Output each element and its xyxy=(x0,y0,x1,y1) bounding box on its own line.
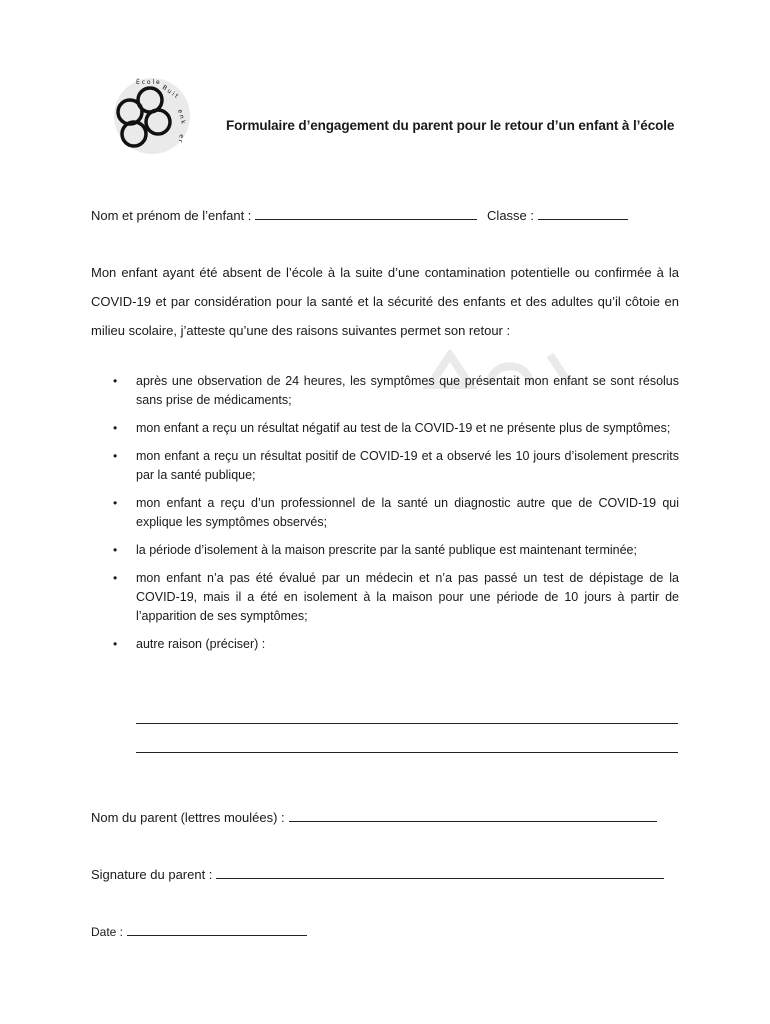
list-item xyxy=(113,541,679,560)
list-item xyxy=(113,635,679,654)
other-reason-line-2[interactable] xyxy=(136,752,678,753)
reason-text: mon enfant a reçu un résultat positif de COVID-19 et a observé les 10 jours d’isolement prescrits par la santé publique; xyxy=(136,449,679,482)
form-title: Formulaire d’engagement du parent pour le retour d’un enfant à l’école xyxy=(226,118,675,133)
parent-name-label: Nom du parent (lettres moulées) : xyxy=(91,810,285,825)
bullet-icon: • xyxy=(113,637,118,651)
bullet-icon: • xyxy=(113,543,118,557)
svg-text:É c o l e: É c o l e xyxy=(136,79,160,86)
bullet-icon: • xyxy=(113,374,118,388)
list-item xyxy=(113,419,679,438)
reason-text: mon enfant a reçu un résultat négatif au test de la COVID-19 et ne présente plus de symptômes; xyxy=(136,421,671,435)
list-item xyxy=(113,447,679,485)
reason-text: autre raison (préciser) : xyxy=(136,637,266,651)
date-label: Date : xyxy=(91,925,124,939)
signature-row xyxy=(91,866,664,882)
signature-label: Signature du parent : xyxy=(91,867,213,882)
bullet-icon: • xyxy=(113,421,118,435)
parent-name-field[interactable] xyxy=(289,809,657,822)
reason-text: mon enfant n’a pas été évalué par un médecin et n’a pas passé un test de dépistage de la COVID-19, mais il a été en isolement à la maison pour une période de 10 jours à partir de l’apparition de ses symptômes; xyxy=(136,571,679,623)
reason-text: après une observation de 24 heures, les symptômes que présentait mon enfant se sont résolus sans prise de médicaments; xyxy=(136,374,679,407)
svg-text:e n k: e n k xyxy=(176,108,187,125)
child-name-label: Nom et prénom de l’enfant : xyxy=(91,208,252,223)
bullet-icon: • xyxy=(113,571,118,585)
date-field[interactable] xyxy=(127,923,307,936)
reason-text: mon enfant a reçu d’un professionnel de la santé un diagnostic autre que de COVID-19 qui explique les symptômes observés; xyxy=(136,496,679,529)
signature-field[interactable] xyxy=(216,866,664,879)
other-reason-line-1[interactable] xyxy=(136,723,678,724)
bullet-icon: • xyxy=(113,449,118,463)
list-item xyxy=(113,372,679,410)
school-logo xyxy=(100,72,196,158)
intro-paragraph xyxy=(91,258,679,345)
reason-text: la période d’isolement à la maison prescrite par la santé publique est maintenant terminée; xyxy=(136,543,637,557)
date-row xyxy=(91,923,307,939)
child-info-row xyxy=(91,207,628,223)
bullet-icon: • xyxy=(113,496,118,510)
child-name-field[interactable] xyxy=(255,207,477,220)
class-label: Classe : xyxy=(487,208,535,223)
list-item xyxy=(113,494,679,532)
svg-text:B u i t: B u i t xyxy=(160,83,180,100)
class-field[interactable] xyxy=(538,207,628,220)
parent-name-row xyxy=(91,809,657,825)
reasons-list xyxy=(113,372,679,663)
intro-text: Mon enfant ayant été absent de l’école à la suite d’une contamination potentielle ou confirmée à la COVID-19 et par considération pour la santé et la sécurité des enfants et des adultes qu’il côtoie en milieu scolaire, j’atteste qu’une des raisons suivantes permet son retour : xyxy=(91,265,679,338)
svg-text:e r: e r xyxy=(176,133,185,143)
list-item xyxy=(113,569,679,626)
